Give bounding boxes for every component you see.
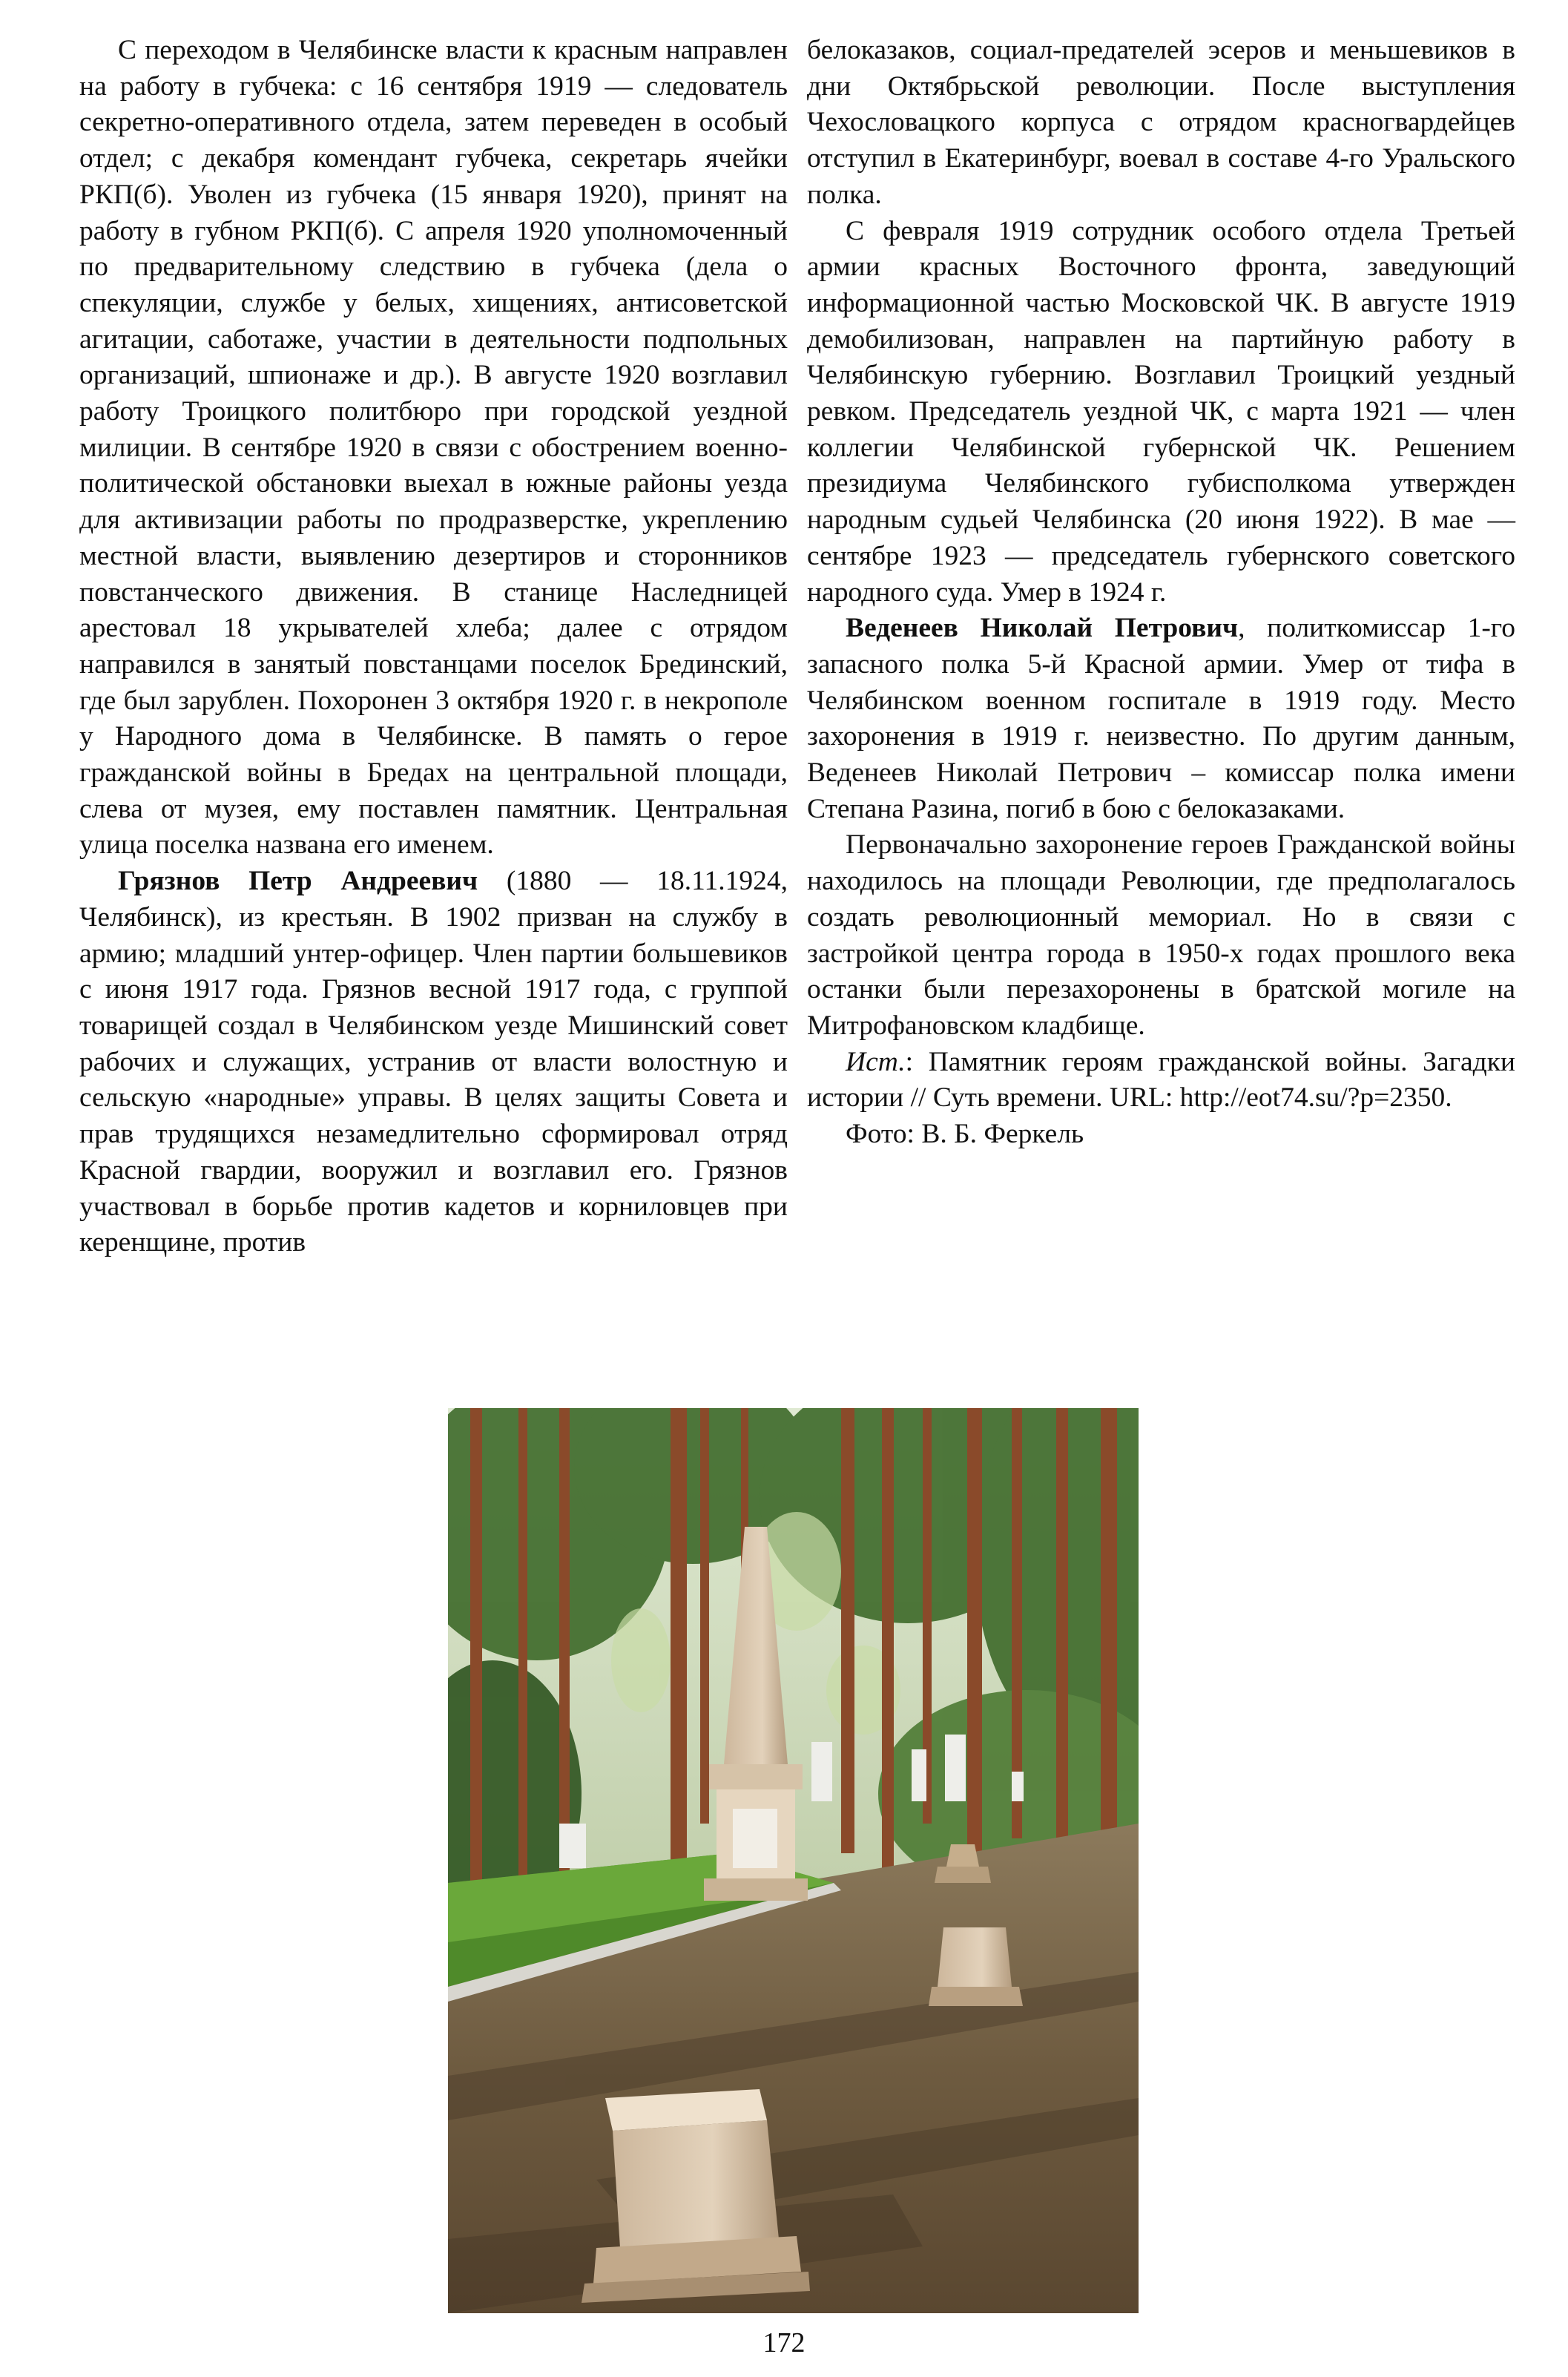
person-name-gryaznov: Грязнов Петр Андреевич xyxy=(118,866,478,897)
source-label: Ист. xyxy=(846,1046,906,1077)
photo-credit: Фото: В. Б. Феркель xyxy=(846,1119,1084,1150)
right-column xyxy=(807,33,1515,1153)
page-number: 172 xyxy=(762,2327,806,2358)
paragraph-gryaznov xyxy=(79,864,788,1261)
paragraph-right-2: С февраля 1919 сотрудник особого отдела Третьей армии красных Восточного фронта, заведующий информационной частью Московской ЧК. В августе 1919 демобилизован, направлен на партийную работу в Челябинскую губернию. Возглавил Троицкий уездный ревком. Председатель уездной ЧК, с марта 1921 — член коллегии Челябинской губернской ЧК. Решением президиума Челябинского губисполкома утвержден народным судьей Челябинска (20 июня 1922). В мае — сентябре 1923 — председатель губернского советского народного суда. Умер в 1924 г. xyxy=(807,215,1515,608)
paragraph-vedeneev xyxy=(807,611,1515,827)
cemetery-photo-illustration xyxy=(448,1408,1139,2313)
cemetery-photo xyxy=(448,1408,1139,2313)
paragraph-right-4: Первоначально захоронение героев Гражданской войны находилось на площади Революции, где предполагалось создать революционный мемориал. Но в связи с застройкой центра города в 1950-х годах прошлого века останки были перезахоронены в братской могиле на Митрофановском кладбище. xyxy=(807,829,1515,1041)
paragraph-gryaznov-text: (1880 — 18.11.1924, Челябинск), из крестьян. В 1902 призван на службу в армию; младший унтер-офицер. Член партии большевиков с июня 1917 года. Грязнов весной 1917 года, с группой товарищей создал в Челябинском уезде Мишинский совет рабочих и служащих, устранив от власти волостную и сельскую «народные» управы. В целях защиты Совета и прав трудящихся незамедлительно сформировал отряд Красной гвардии, вооружил и возглавил его. Грязнов участвовал в борьбе против кадетов и корниловцев при керенщине, против xyxy=(79,866,788,1258)
paragraph-right-1: белоказаков, социал-предателей эсеров и меньшевиков в дни Октябрьской революции. После выступления Чехословацкого корпуса с отрядом красногвардейцев отступил в Екатеринбург, воевал в составе 4-го Уральского полка. xyxy=(807,35,1515,210)
source-reference xyxy=(807,1045,1515,1117)
source-text: : Памятник героям гражданской войны. Загадки истории // Суть времени. URL: http://eot74.su/?p=2350. xyxy=(807,1046,1515,1114)
paragraph-vedeneev-text: , политкомиссар 1-го запасного полка 5-й Красной армии. Умер от тифа в Челябинском военном госпитале в 1919 году. Место захоронения в 1919 г. неизвестно. По другим данным, Веденеев Николай Петрович – комиссар полка имени Степана Разина, погиб в бою с белоказаками. xyxy=(807,613,1515,824)
person-name-vedeneev: Веденеев Николай Петрович xyxy=(846,613,1239,644)
left-column xyxy=(79,33,788,1261)
paragraph-left-1: С переходом в Челябинске власти к красным направлен на работу в губчека: с 16 сентября 1919 — следователь секретно-оперативного отдела, затем переведен в особый отдел; с декабря комендант губчека, секретарь ячейки РКП(б). Уволен из губчека (15 января 1920), принят на работу в губном РКП(б). С апреля 1920 уполномоченный по предварительному следствию в губчека (дела о спекуляции, службе у белых, хищениях, антисоветской агитации, саботаже, участии в деятельности подпольных организаций, шпионаже и др.). В августе 1920 возглавил работу Троицкого политбюро при городской уездной милиции. В сентябре 1920 в связи с обострением военно-политической обстановки выехал в южные районы уезда для активизации работы по продразверстке, укреплению местной власти, выявлению дезертиров и сторонников повстанческого движения. В станице Наследницей арестовал 18 укрывателей хлеба; далее с отрядом направился в занятый повстанцами поселок Брединский, где был зарублен. Похоронен 3 октября 1920 г. в некрополе у Народного дома в Челябинске. В память о герое гражданской войны в Бредах на центральной площади, слева от музея, ему поставлен памятник. Центральная улица поселка названа его именем. xyxy=(79,35,788,861)
